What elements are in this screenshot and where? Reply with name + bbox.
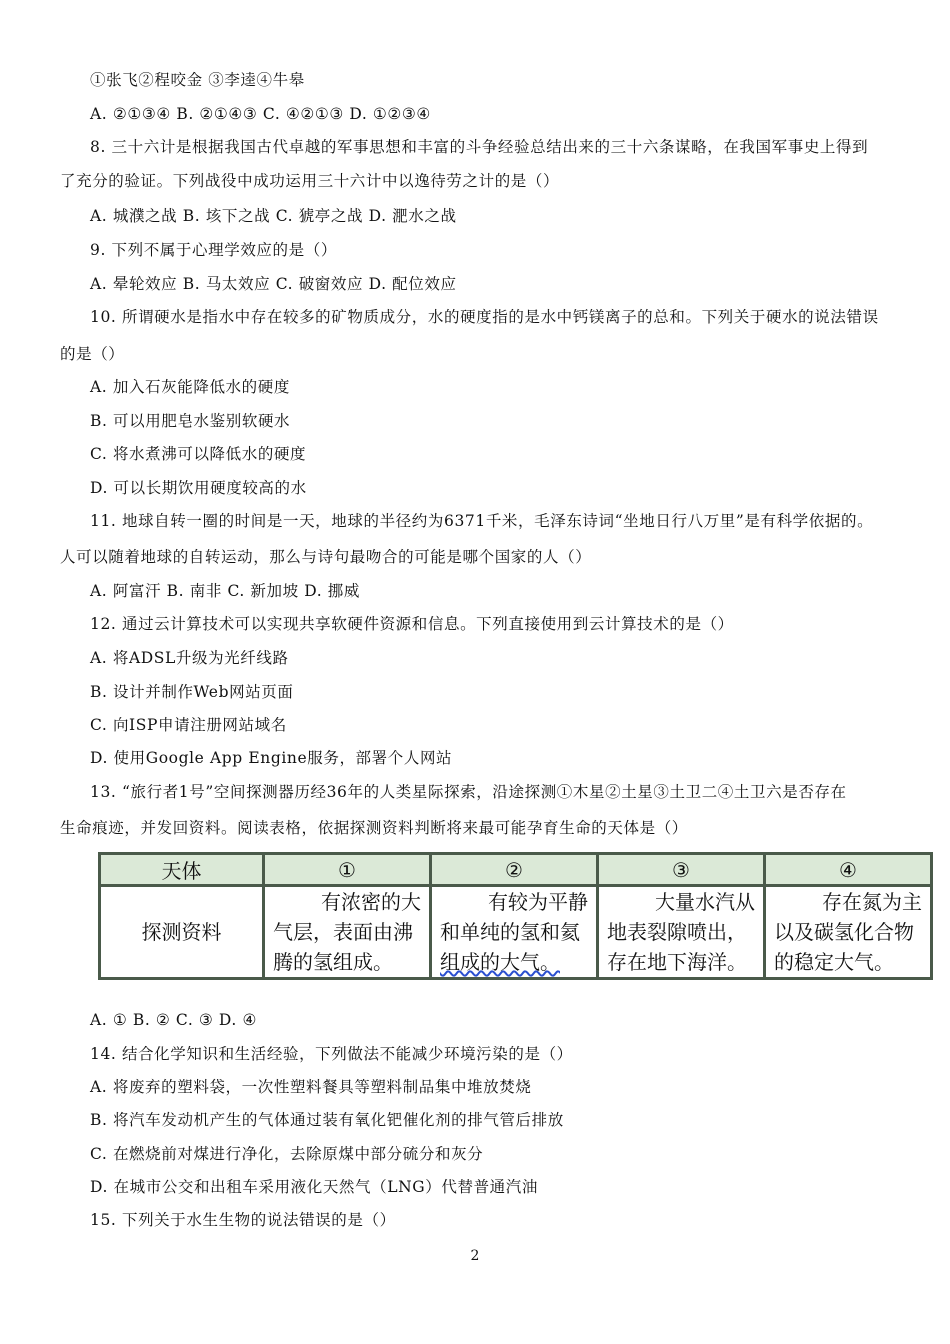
cell-2-line-2: 和单纯的氢和氦 — [440, 920, 580, 944]
q15-stem: 15. 下列关于水生生物的说法错误的是（） — [90, 1211, 396, 1229]
cell-4-line-2: 以及碳氢化合物 — [774, 920, 914, 944]
q12-option-b: B. 设计并制作Web网站页面 — [90, 683, 294, 701]
q8-stem: 8. 三十六计是根据我国古代卓越的军事思想和丰富的斗争经验总结出来的三十六条谋略，在我国军事史上得到 — [90, 138, 869, 156]
cell-3-line-2: 地表裂隙喷出， — [607, 920, 747, 944]
q11-stem: 11. 地球自转一圈的时间是一天，地球的半径约为6371千米，毛泽东诗词“坐地日行八万里”是有科学依据的。 — [90, 512, 874, 530]
q12-option-c: C. 向ISP申请注册网站域名 — [90, 716, 287, 734]
cell-3-line-3: 存在地下海洋。 — [607, 950, 747, 974]
cell-1-line-2: 气层，表面由沸 — [273, 920, 413, 944]
q7-options-list: ①张飞②程咬金 ③李逵④牛皋 — [90, 71, 305, 89]
table-col-1: ① — [264, 854, 431, 886]
q14-option-c: C. 在燃烧前对煤进行净化，去除原煤中部分硫分和灰分 — [90, 1145, 484, 1163]
q11-stem-cont: 人可以随着地球的自转运动，那么与诗句最吻合的可能是哪个国家的人（） — [60, 548, 592, 566]
cell-2-line-1: 有较为平静 — [488, 890, 588, 914]
q13-stem: 13. “旅行者1号”空间探测器历经36年的人类星际探索，沿途探测①木星②土星③土卫二④土卫六是否存在 — [90, 783, 847, 801]
table-row — [100, 886, 932, 979]
q10-option-a: A. 加入石灰能降低水的硬度 — [90, 378, 290, 396]
q14-stem: 14. 结合化学知识和生活经验，下列做法不能减少环境污染的是（） — [90, 1045, 573, 1063]
cell-1-line-1: 有浓密的大 — [321, 890, 421, 914]
q13-answer-choices: A. ① B. ② C. ③ D. ④ — [90, 1011, 257, 1029]
table-cell-2 — [431, 886, 598, 979]
q9-answer-choices: A. 晕轮效应 B. 马太效应 C. 破窗效应 D. 配位效应 — [90, 275, 457, 293]
table-header-label: 天体 — [100, 854, 264, 886]
cell-4-line-1: 存在氮为主 — [822, 890, 922, 914]
q10-stem-cont: 的是（） — [60, 345, 125, 363]
table-cell-4 — [765, 886, 932, 979]
q14-option-d: D. 在城市公交和出租车采用液化天然气（LNG）代替普通汽油 — [90, 1178, 538, 1196]
table-cell-1 — [264, 886, 431, 979]
q12-option-d: D. 使用Google App Engine服务，部署个人网站 — [90, 749, 453, 767]
q8-answer-choices: A. 城濮之战 B. 垓下之战 C. 猇亭之战 D. 淝水之战 — [90, 207, 457, 225]
q14-option-b: B. 将汽车发动机产生的气体通过装有氧化钯催化剂的排气管后排放 — [90, 1111, 564, 1129]
q10-option-b: B. 可以用肥皂水鉴别软硬水 — [90, 412, 291, 430]
q12-option-a: A. 将ADSL升级为光纤线路 — [90, 649, 289, 667]
q13-stem-cont: 生命痕迹，并发回资料。阅读表格，依据探测资料判断将来最可能孕育生命的天体是（） — [60, 819, 688, 837]
table-row-label: 探测资料 — [100, 886, 264, 979]
q11-answer-choices: A. 阿富汗 B. 南非 C. 新加坡 D. 挪威 — [90, 582, 360, 600]
q7-answer-choices: A. ②①③④ B. ②①④③ C. ④②①③ D. ①②③④ — [90, 105, 431, 123]
table-header-row — [100, 854, 932, 886]
probe-data-table — [98, 852, 933, 980]
q12-stem: 12. 通过云计算技术可以实现共享软硬件资源和信息。下列直接使用到云计算技术的是（） — [90, 615, 734, 633]
cell-1-line-3: 腾的氢组成。 — [273, 950, 393, 974]
q10-option-d: D. 可以长期饮用硬度较高的水 — [90, 479, 307, 497]
q14-option-a: A. 将废弃的塑料袋，一次性塑料餐具等塑料制品集中堆放焚烧 — [90, 1078, 532, 1096]
table-col-3: ③ — [598, 854, 765, 886]
q10-option-c: C. 将水煮沸可以降低水的硬度 — [90, 445, 307, 463]
q8-stem-cont: 了充分的验证。下列战役中成功运用三十六计中以逸待劳之计的是（） — [60, 172, 560, 190]
cell-4-line-3: 的稳定大气。 — [774, 950, 894, 974]
table-cell-3 — [598, 886, 765, 979]
q9-stem: 9. 下列不属于心理学效应的是（） — [90, 241, 337, 259]
q10-stem: 10. 所谓硬水是指水中存在较多的矿物质成分，水的硬度指的是水中钙镁离子的总和。下列关于硬水的说法错误 — [90, 308, 879, 326]
cell-2-line-3: 组成的大气。 — [440, 950, 560, 974]
page-number: 2 — [470, 1248, 480, 1264]
table-col-4: ④ — [765, 854, 932, 886]
table-col-2: ② — [431, 854, 598, 886]
cell-3-line-1: 大量水汽从 — [655, 890, 755, 914]
